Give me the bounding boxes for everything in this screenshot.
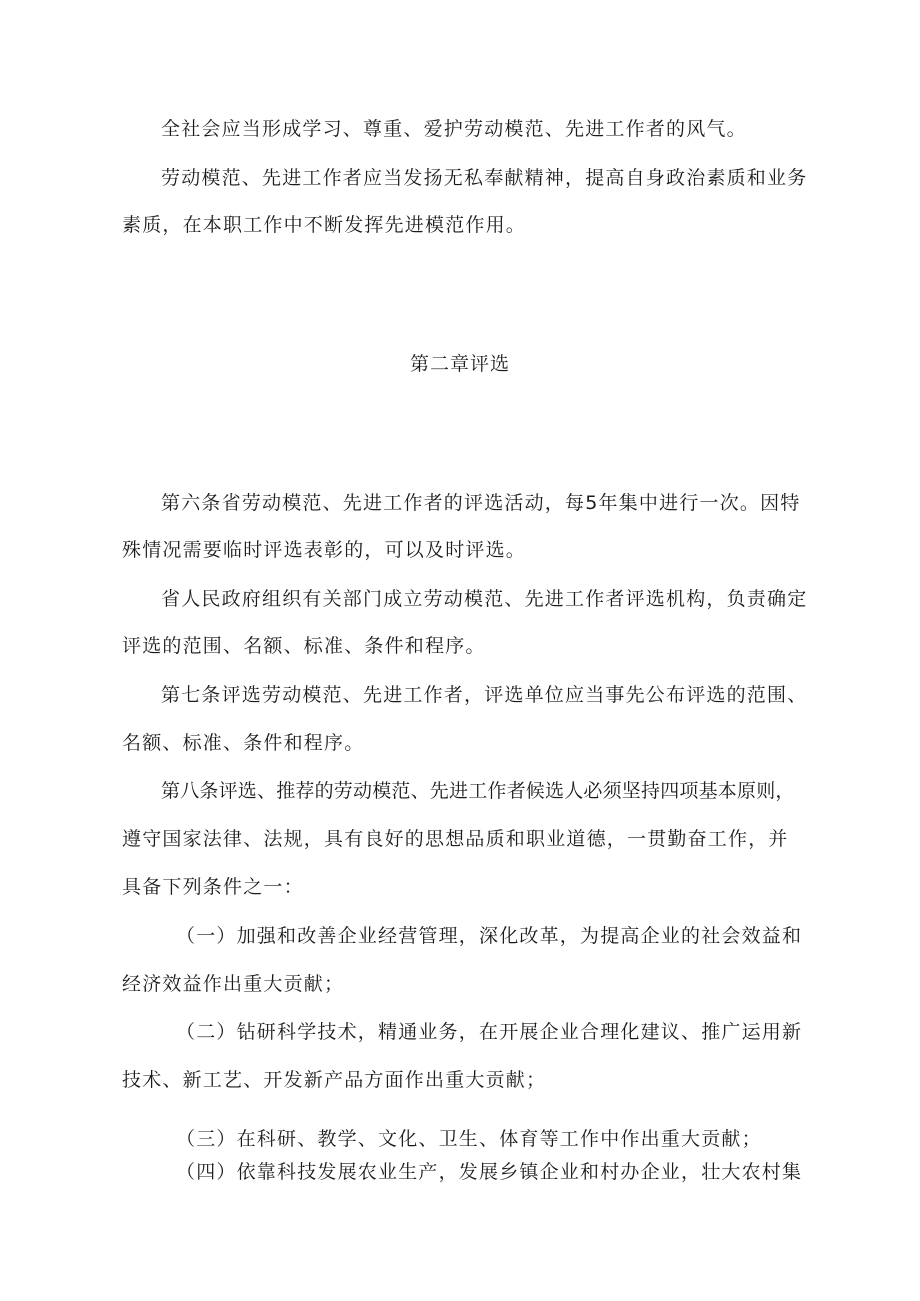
- list-item-line: （三）在科研、教学、文化、卫生、体育等工作中作出重大贡献；: [176, 1128, 762, 1150]
- chapter-heading: 第二章评选: [409, 353, 510, 375]
- paragraph-line: 全社会应当形成学习、尊重、爱护劳动模范、先进工作者的风气。: [161, 118, 747, 140]
- list-item-line: 经济效益作出重大贡献；: [122, 973, 345, 995]
- paragraph-line: 素质，在本职工作中不断发挥先进模范作用。: [122, 214, 527, 236]
- paragraph-line: 劳动模范、先进工作者应当发扬无私奉献精神，提高自身政治素质和业务: [161, 167, 808, 189]
- paragraph-line: 殊情况需要临时评选表彰的，可以及时评选。: [122, 539, 527, 561]
- paragraph-line: 名额、标准、条件和程序。: [122, 732, 365, 754]
- paragraph-line: 遵守国家法律、法规，具有良好的思想品质和职业道德，一贯勤奋工作，并: [122, 828, 789, 850]
- paragraph-line: 第六条省劳动模范、先进工作者的评选活动，每5年集中进行一次。因特: [161, 492, 801, 514]
- paragraph-line: 评选的范围、名额、标准、条件和程序。: [122, 635, 486, 657]
- list-item-line: 技术、新工艺、开发新产品方面作出重大贡献；: [122, 1069, 547, 1091]
- paragraph-line: 省人民政府组织有关部门成立劳动模范、先进工作者评选机构，负责确定: [161, 588, 808, 610]
- paragraph-line: 第七条评选劳动模范、先进工作者，评选单位应当事先公布评选的范围、: [161, 684, 808, 706]
- list-item-line: （一）加强和改善企业经营管理，深化改革，为提高企业的社会效益和: [176, 925, 803, 947]
- list-item-line: （二）钻研科学技术，精通业务，在开展企业合理化建议、推广运用新: [176, 1021, 803, 1043]
- list-item-line: （四）依靠科技发展农业生产，发展乡镇企业和村办企业，壮大农村集: [176, 1161, 803, 1183]
- paragraph-line: 具备下列条件之一：: [122, 876, 304, 898]
- paragraph-line: 第八条评选、推荐的劳动模范、先进工作者候选人必须坚持四项基本原则，: [161, 780, 795, 802]
